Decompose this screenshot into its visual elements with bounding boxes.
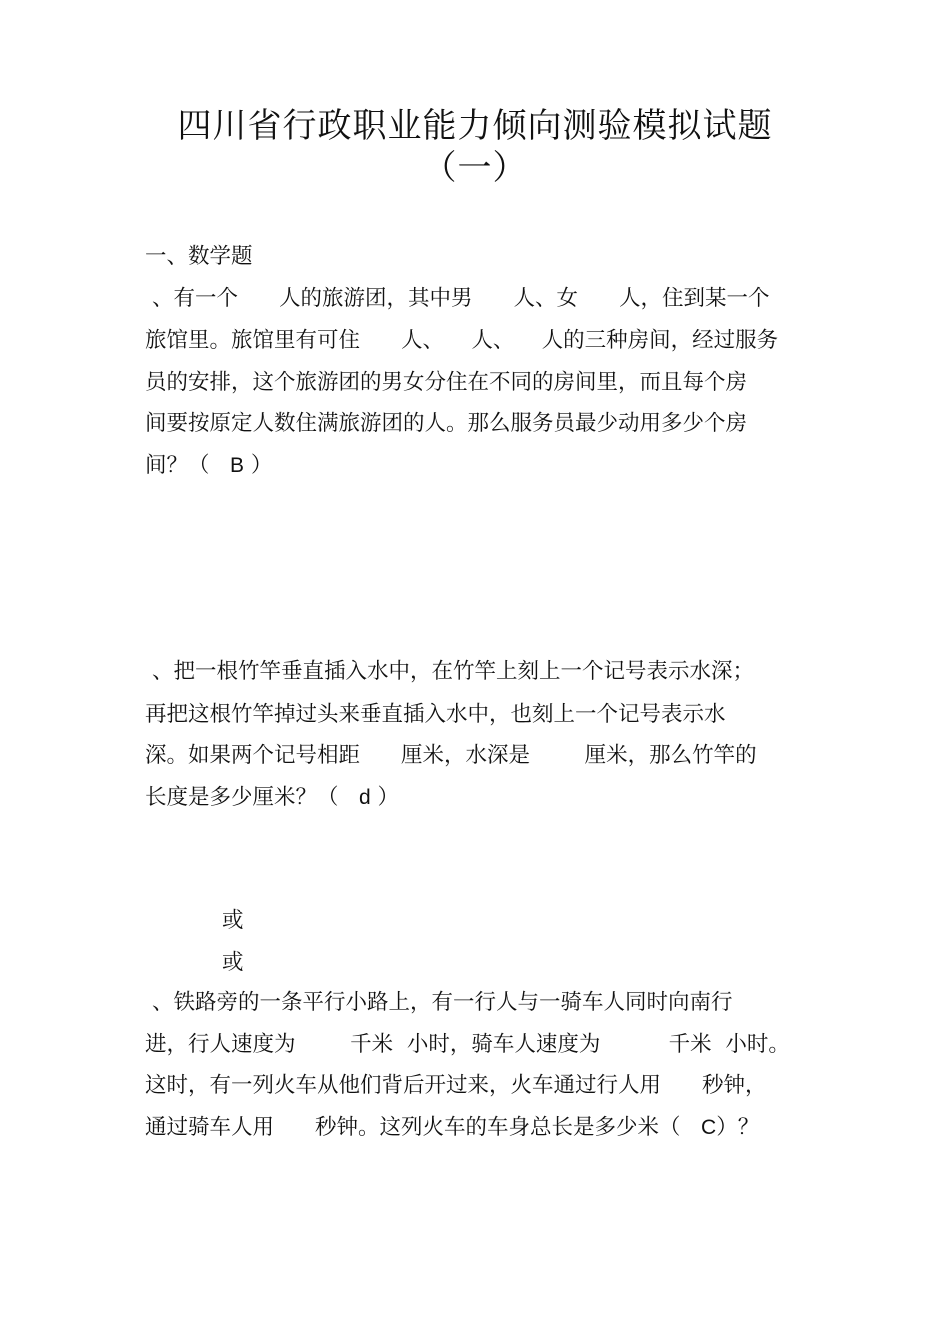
question-3-prompt-end: 通过骑车人用 秒钟。这列火车的车身总长是多少米（ (145, 1115, 702, 1140)
question-1-line-3: 员的安排，这个旅游团的男女分住在不同的房间里，而且每个房 (145, 370, 748, 395)
question-3-line-2: 进，行人速度为 千米 小时，骑车人速度为 千米 小时。 (145, 1032, 790, 1057)
question-1-close: ） (244, 453, 273, 478)
option-text-1: 或 (222, 908, 244, 933)
question-2-line-3: 深。如果两个记号相距 厘米，水深是 厘米，那么竹竿的 (145, 743, 757, 768)
question-3-line-1: 、铁路旁的一条平行小路上，有一行人与一骑车人同时向南行 (152, 990, 733, 1015)
question-2-line-2: 再把这根竹竿掉过头来垂直插入水中，也刻上一个记号表示水 (145, 702, 726, 727)
question-3-line-3: 这时，有一列火车从他们背后开过来，火车通过行人用 秒钟， (145, 1073, 767, 1098)
question-1-line-2: 旅馆里。旅馆里有可住 人、 人、 人的三种房间，经过服务 (145, 328, 779, 353)
question-2-prompt-end: 长度是多少厘米？（ (145, 785, 360, 810)
question-3-line-4 (145, 1117, 759, 1139)
page-subtitle: （一） (422, 148, 528, 188)
question-1-answer: B (230, 454, 245, 477)
question-1-line-4: 间要按原定人数住满旅游团的人。那么服务员最少动用多少个房 (145, 411, 748, 436)
question-1-line-1: 、有一个 人的旅游团，其中男 人、女 人，住到某一个 (152, 286, 770, 311)
question-3-close: ）？ (716, 1115, 760, 1140)
question-3-answer: C (701, 1116, 717, 1139)
question-2-line-1: 、把一根竹竿垂直插入水中，在竹竿上刻上一个记号表示水深； (152, 659, 755, 684)
question-2-close: ） (370, 785, 400, 810)
section-heading: 一、数学题 (145, 244, 253, 269)
page-title: 四川省行政职业能力倾向测验模拟试题 (177, 106, 773, 146)
option-text-2: 或 (222, 950, 244, 975)
question-2-answer: d (359, 786, 371, 809)
question-1-prompt-end: 间？（ (145, 453, 231, 478)
question-1-line-5 (145, 455, 272, 477)
question-2-line-4 (145, 787, 399, 809)
